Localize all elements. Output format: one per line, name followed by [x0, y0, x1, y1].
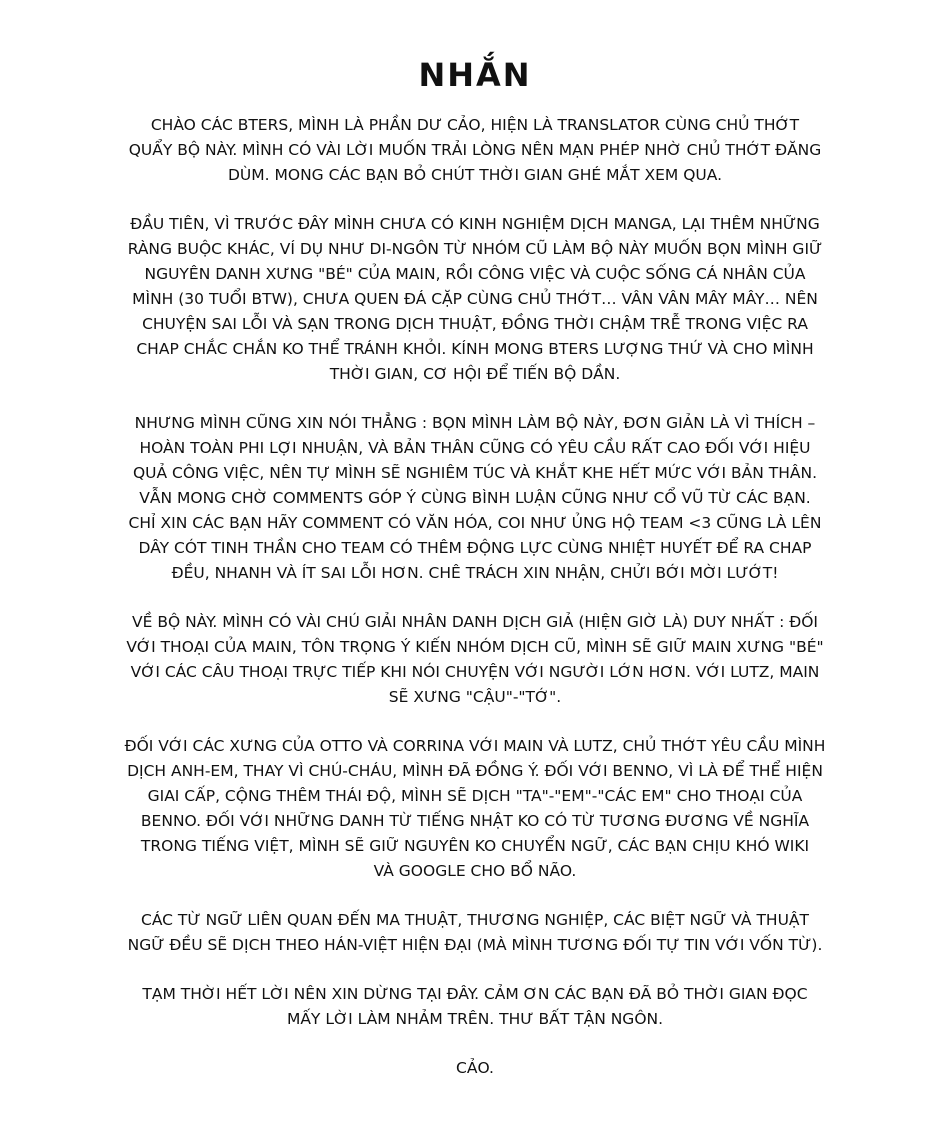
text-line: CÁC TỪ NGỮ LIÊN QUAN ĐẾN MA THUẬT, THƯƠNG NGHIỆP, CÁC BIỆT NGỮ VÀ THUẬT [141, 911, 809, 929]
text-line: DỊCH ANH-EM, THAY VÌ CHÚ-CHÁU, MÌNH ĐÃ ĐỒNG Ý. ĐỐI VỚI BENNO, VÌ LÀ ĐỂ THỂ HIỆN [127, 762, 823, 780]
text-line: GIAI CẤP, CỘNG THÊM THÁI ĐỘ, MÌNH SẼ DỊCH "TA"-"EM"-"CÁC EM" CHO THOẠI CỦA [147, 787, 803, 805]
text-line: SẼ XƯNG "CẬU"-"TỚ". [388, 688, 562, 706]
text-line: ĐỐI VỚI CÁC XƯNG CỦA OTTO VÀ CORRINA VỚI MAIN VÀ LUTZ, CHỦ THỚT YÊU CẦU MÌNH [124, 737, 826, 755]
paragraph-pronoun-notes [70, 734, 880, 884]
text-line: CHUYỆN SAI LỖI VÀ SẠN TRONG DỊCH THUẬT, ĐỒNG THỜI CHẬM TRỄ TRONG VIỆC RA [142, 315, 808, 333]
text-line: QUẢ CÔNG VIỆC, NÊN TỰ MÌNH SẼ NGHIÊM TÚC VÀ KHẮT KHE HẾT MỨC VỚI BẢN THÂN. [132, 464, 818, 482]
text-line: VẪN MONG CHỜ COMMENTS GÓP Ý CÙNG BÌNH LUẬN CŨNG NHƯ CỔ VŨ TỪ CÁC BẠN. [139, 489, 811, 507]
page-title: NHẮN [418, 56, 532, 94]
text-line: RÀNG BUỘC KHÁC, VÍ DỤ NHƯ DI-NGÔN TỪ NHÓM CŨ LÀM BỘ NÀY MUỐN BỌN MÌNH GIỮ [127, 240, 823, 258]
text-line: VỀ BỘ NÀY. MÌNH CÓ VÀI CHÚ GIẢI NHÂN DANH DỊCH GIẢ (HIỆN GIỜ LÀ) DUY NHẤT : ĐỐI [132, 613, 818, 631]
signature: CẢO. [456, 1059, 494, 1077]
text-line: ĐẦU TIÊN, VÌ TRƯỚC ĐÂY MÌNH CHƯA CÓ KINH NGHIỆM DỊCH MANGA, LẠI THÊM NHỮNG [130, 215, 820, 233]
text-line: CHÀO CÁC BTERS, MÌNH LÀ PHẦN DƯ CẢO, HIỆN LÀ TRANSLATOR CÙNG CHỦ THỚT [150, 116, 800, 134]
text-line: ĐỀU, NHANH VÀ ÍT SAI LỖI HƠN. CHÊ TRÁCH XIN NHẬN, CHỬI BỚI MỜI LƯỚT! [171, 564, 779, 582]
text-line: TRONG TIẾNG VIỆT, MÌNH SẼ GIỮ NGUYÊN KO CHUYỂN NGỮ, CÁC BẠN CHỊU KHÓ WIKI [140, 837, 810, 855]
text-line: DÂY CÓT TINH THẦN CHO TEAM CÓ THÊM ĐỘNG LỰC CÙNG NHIỆT HUYẾT ĐỂ RA CHAP [138, 539, 812, 557]
text-line: NHƯNG MÌNH CŨNG XIN NÓI THẲNG : BỌN MÌNH LÀM BỘ NÀY, ĐƠN GIẢN LÀ VÌ THÍCH – [134, 414, 816, 432]
text-line: CHAP CHẮC CHẮN KO THỂ TRÁNH KHỎI. KÍNH MONG BTERS LƯỢNG THỨ VÀ CHO MÌNH [136, 340, 814, 358]
paragraph-terminology [70, 908, 880, 958]
text-line: CHỈ XIN CÁC BẠN HÃY COMMENT CÓ VĂN HÓA, COI NHƯ ỦNG HỘ TEAM <3 CŨNG LÀ LÊN [128, 514, 822, 532]
text-line: TẠM THỜI HẾT LỜI NÊN XIN DỪNG TẠI ĐÂY. CẢM ƠN CÁC BẠN ĐÃ BỎ THỜI GIAN ĐỌC [142, 985, 808, 1003]
text-line: NGUYÊN DANH XƯNG "BÉ" CỦA MAIN, RỒI CÔNG VIỆC VÀ CUỘC SỐNG CÁ NHÂN CỦA [144, 265, 806, 283]
text-line: DÙM. MONG CÁC BẠN BỎ CHÚT THỜI GIAN GHÉ MẮT XEM QUA. [227, 166, 722, 184]
text-line: QUẨY BỘ NÀY. MÌNH CÓ VÀI LỜI MUỐN TRẢI LÒNG NÊN MẠN PHÉP NHỜ CHỦ THỚT ĐĂNG [128, 141, 822, 159]
text-line: VỚI THOẠI CỦA MAIN, TÔN TRỌNG Ý KIẾN NHÓM DỊCH CŨ, MÌNH SẼ GIỮ MAIN XƯNG "BÉ" [126, 638, 824, 656]
paragraph-apology [70, 212, 880, 387]
paragraph-greeting [70, 113, 880, 188]
text-line: MẤY LỜI LÀM NHẢM TRÊN. THƯ BẤT TẬN NGÔN. [286, 1010, 664, 1028]
text-line: VÀ GOOGLE CHO BỔ NÃO. [373, 862, 577, 880]
text-line: MÌNH (30 TUỔI BTW), CHƯA QUEN ĐÁ CẶP CÙNG CHỦ THỚT… VÂN VÂN MÂY MÂY… NÊN [132, 290, 818, 308]
paragraph-main-notes [70, 610, 880, 710]
paragraph-closing [70, 982, 880, 1032]
text-line: NGỮ ĐỀU SẼ DỊCH THEO HÁN-VIỆT HIỆN ĐẠI (MÀ MÌNH TƯƠNG ĐỐI TỰ TIN VỚI VỐN TỪ). [127, 936, 823, 954]
text-line: BENNO. ĐỐI VỚI NHỮNG DANH TỪ TIẾNG NHẬT KO CÓ TỪ TƯƠNG ĐƯƠNG VỀ NGHĨA [140, 812, 810, 830]
text-line: VỚI CÁC CÂU THOẠI TRỰC TIẾP KHI NÓI CHUYỆN VỚI NGƯỜI LỚN HƠN. VỚI LUTZ, MAIN [130, 663, 820, 681]
text-line: HOÀN TOÀN PHI LỢI NHUẬN, VÀ BẢN THÂN CŨNG CÓ YÊU CẦU RẤT CAO ĐỐI VỚI HIỆU [139, 439, 811, 457]
paragraph-commitment [70, 411, 880, 586]
text-line: THỜI GIAN, CƠ HỘI ĐỂ TIẾN BỘ DẦN. [329, 365, 621, 383]
